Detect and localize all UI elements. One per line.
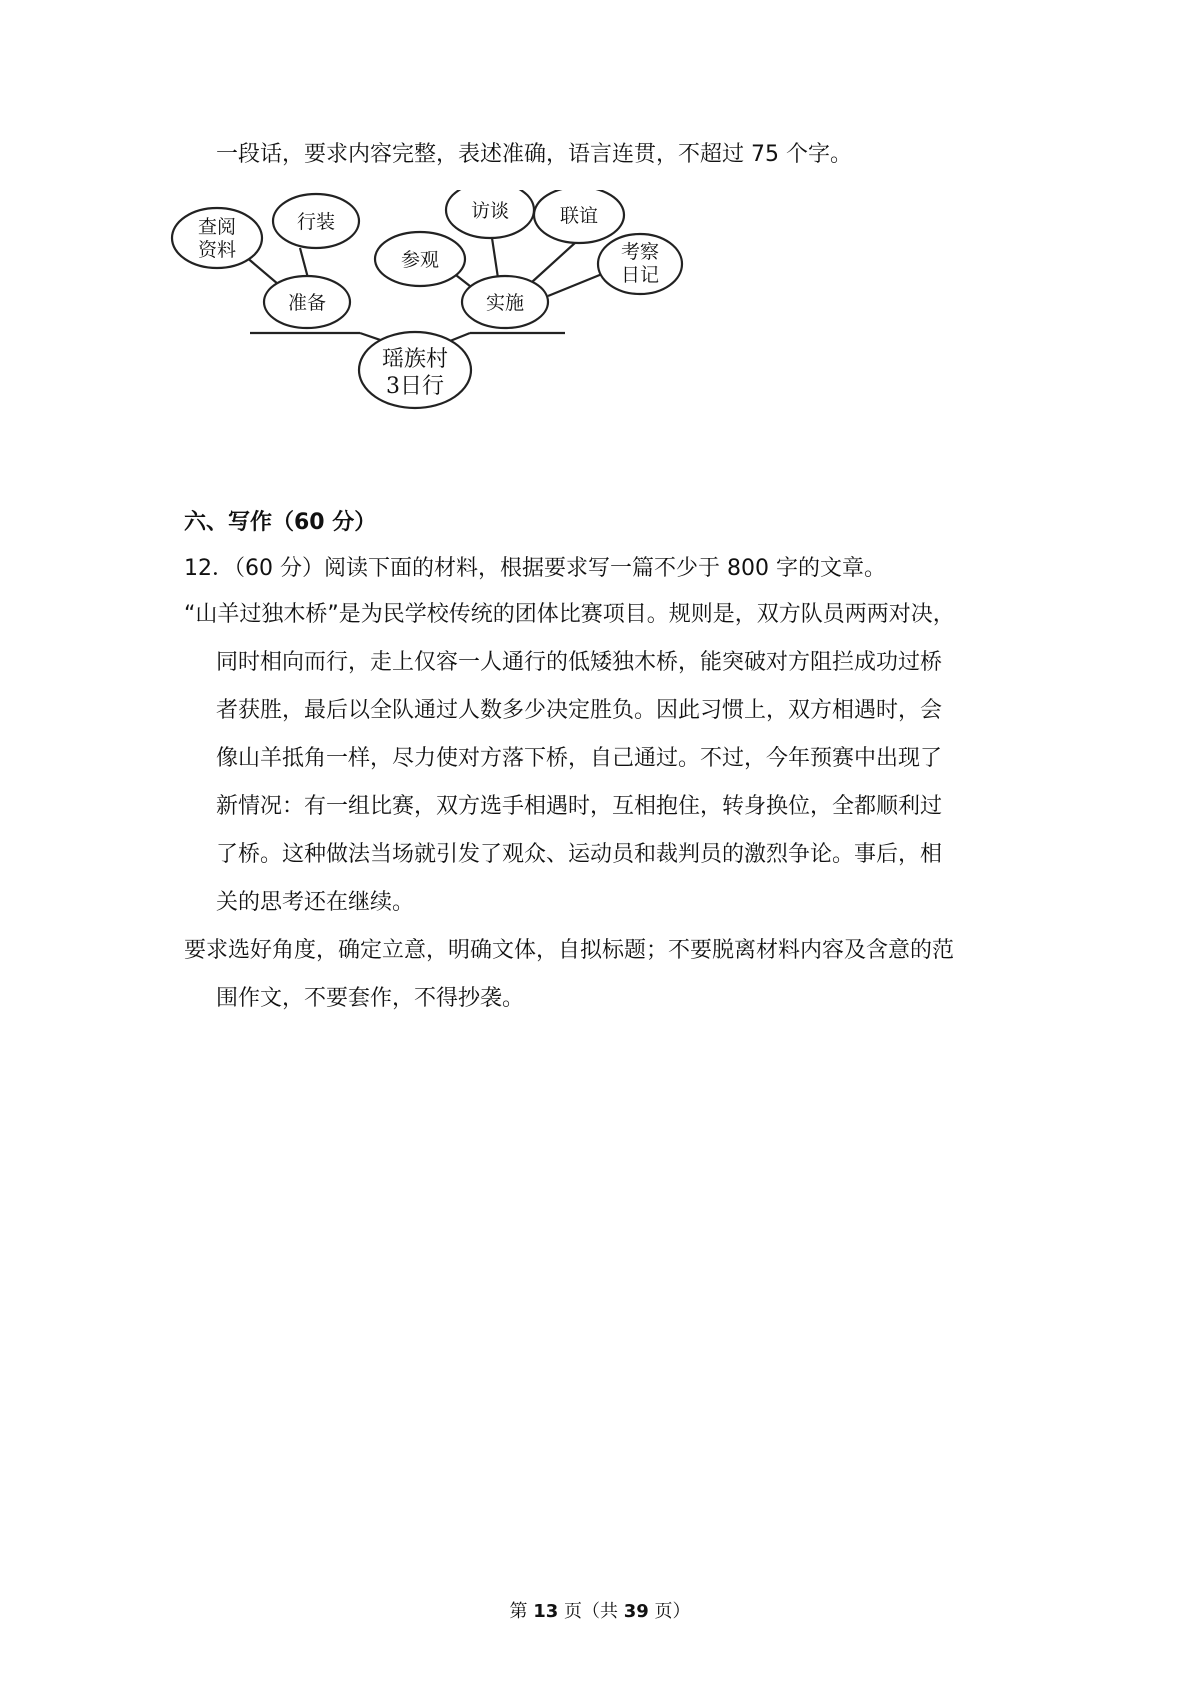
footer-total-pages: 39	[623, 1601, 649, 1622]
node-root-line2: 3日行	[386, 374, 444, 399]
node-impl-item4-line1: 考察	[620, 241, 660, 263]
node-prep-item2-label: 行装	[296, 211, 336, 233]
footer-middle: 页（共	[564, 1601, 618, 1622]
node-prep-label: 准备	[287, 292, 327, 314]
node-impl-item3-label: 联谊	[559, 205, 599, 227]
node-impl-item2-label: 访谈	[470, 200, 510, 222]
question-line: 12．（60 分）阅读下面的材料，根据要求写一篇不少于 800 字的文章。	[184, 556, 886, 581]
connector-prep-item2	[300, 248, 308, 278]
material-line: 同时相向而行，走上仅容一人通行的低矮独木桥，能突破对方阻拦成功过桥	[216, 650, 943, 675]
connector-impl-item4	[548, 272, 607, 296]
requirement-line: 要求选好角度，确定立意，明确文体，自拟标题；不要脱离材料内容及含意的范	[184, 938, 955, 963]
node-prep-item1-line2: 资料	[197, 239, 237, 261]
mind-map-diagram	[170, 190, 770, 450]
material-line: “山羊过独木桥”是为民学校传统的团体比赛项目。规则是，双方队员两两对决，	[184, 602, 955, 627]
page-footer	[0, 1597, 1200, 1623]
material-line: 关的思考还在继续。	[216, 890, 415, 915]
node-root-line1: 瑶族村	[381, 347, 449, 372]
node-impl-item4-line2: 日记	[620, 264, 660, 286]
connector-impl-item3	[532, 242, 576, 282]
node-impl-item1-label: 参观	[400, 249, 440, 271]
material-line: 者获胜，最后以全队通过人数多少决定胜负。因此习惯上，双方相遇时，会	[216, 698, 943, 723]
connector-impl-item2	[492, 238, 498, 278]
material-line: 新情况：有一组比赛，双方选手相遇时，互相抱住，转身换位，全都顺利过	[216, 794, 943, 819]
footer-page-number: 13	[533, 1601, 559, 1622]
intro-line: 一段话，要求内容完整，表述准确，语言连贯，不超过 75 个字。	[216, 142, 852, 167]
material-line: 像山羊抵角一样，尽力使对方落下桥，自己通过。不过，今年预赛中出现了	[216, 746, 943, 771]
requirement-line: 围作文，不要套作，不得抄袭。	[216, 986, 525, 1011]
material-line: 了桥。这种做法当场就引发了观众、运动员和裁判员的激烈争论。事后，相	[216, 842, 943, 867]
node-impl-label: 实施	[485, 292, 525, 314]
node-prep-item1-line1: 查阅	[197, 216, 237, 238]
footer-prefix: 第	[509, 1601, 528, 1622]
footer-suffix: 页）	[654, 1601, 691, 1622]
section-title: 六、写作（60 分）	[184, 510, 377, 535]
